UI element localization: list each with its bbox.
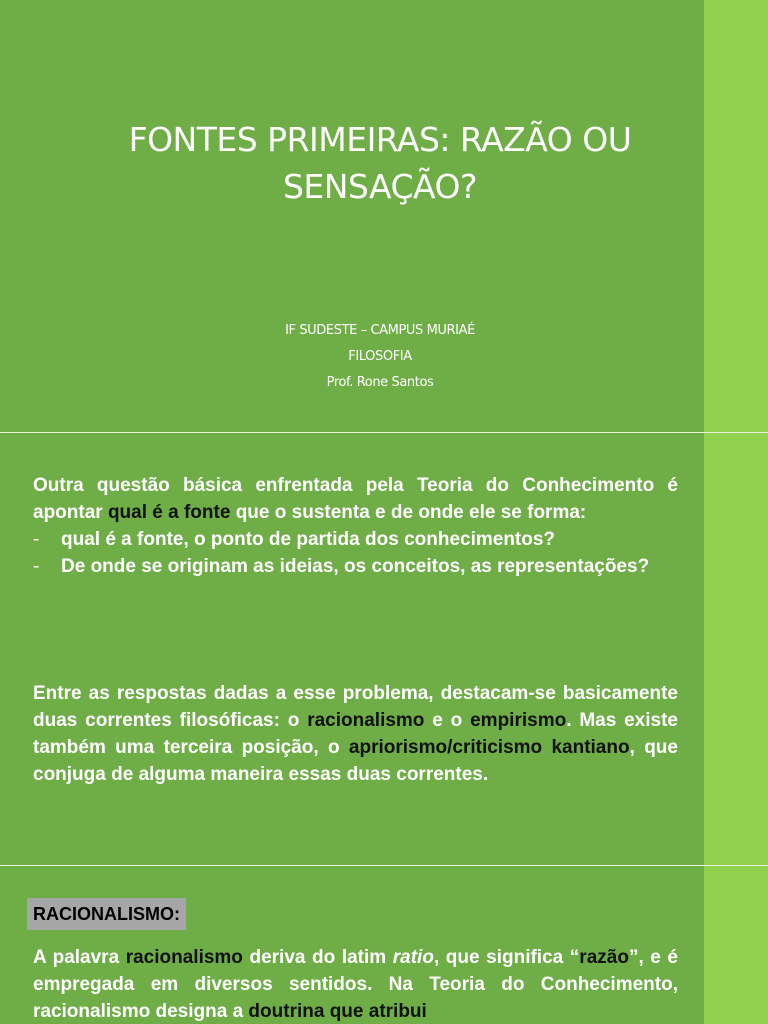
text-run: e o xyxy=(424,710,471,731)
slide2-body xyxy=(33,472,678,580)
italic-ratio: ratio xyxy=(392,947,434,968)
highlight-razao: razão xyxy=(579,947,629,968)
intro-paragraph xyxy=(33,472,678,526)
text-run: Outra questão básica enfrentada pela Teoria do Conhecimento é apontar xyxy=(33,475,678,523)
highlight-doutrina: doutrina que atribui xyxy=(248,1001,427,1022)
highlight-qual-e-a-fonte: qual é a fonte xyxy=(107,502,231,523)
text-run: deriva do latim xyxy=(242,947,393,968)
text-run: , que significa “ xyxy=(433,947,580,968)
highlight-apriorismo: apriorismo/criticismo kantiano xyxy=(348,737,630,758)
title-slide xyxy=(0,0,704,432)
highlight-empirismo: empirismo xyxy=(470,710,567,731)
accent-stripe xyxy=(704,0,768,1024)
bullet-item xyxy=(33,526,678,553)
section-label-racionalismo: RACIONALISMO: xyxy=(27,898,186,930)
text-run: , que conjuga de alguma maneira essas duas correntes. xyxy=(33,737,678,785)
text-run: que o sustenta e de onde ele se forma: xyxy=(230,502,587,523)
text-run: Entre as respostas dadas a esse problema, destacam-se basicamente duas correntes filosóficas: o xyxy=(33,683,678,731)
content-slide-racionalismo xyxy=(0,866,704,1024)
currents-paragraph xyxy=(33,680,678,788)
bullet-marker: - xyxy=(33,529,40,550)
slide3-body xyxy=(33,944,678,1024)
text-run: A palavra xyxy=(33,947,126,968)
text-run: ”, e é empregada em diversos sentidos. Na Teoria do Conhecimento, racionalismo designa a xyxy=(33,947,678,1022)
slide-subtitle xyxy=(60,318,700,396)
slide-divider xyxy=(0,432,768,433)
slide-title: FONTES PRIMEIRAS: RAZÃO OU SENSAÇÃO? xyxy=(128,120,632,206)
subtitle-subject: FILOSOFIA xyxy=(348,349,412,364)
bullet-text: qual é a fonte, o ponto de partida dos conhecimentos? xyxy=(61,529,556,550)
currents-paragraph-block xyxy=(33,680,678,788)
bullet-item xyxy=(33,553,678,580)
highlight-racionalismo: racionalismo xyxy=(125,947,243,968)
text-run: . Mas existe também uma terceira posição, o xyxy=(33,710,678,758)
subtitle-institution: IF SUDESTE – CAMPUS MURIAÉ xyxy=(285,323,475,338)
highlight-racionalismo: racionalismo xyxy=(307,710,425,731)
subtitle-author: Prof. Rone Santos xyxy=(326,375,434,390)
bullet-text: De onde se originam as ideias, os conceitos, as representações? xyxy=(61,556,650,577)
bullet-marker: - xyxy=(33,556,40,577)
content-slide-sources xyxy=(0,434,704,864)
racionalismo-paragraph xyxy=(33,944,678,1024)
